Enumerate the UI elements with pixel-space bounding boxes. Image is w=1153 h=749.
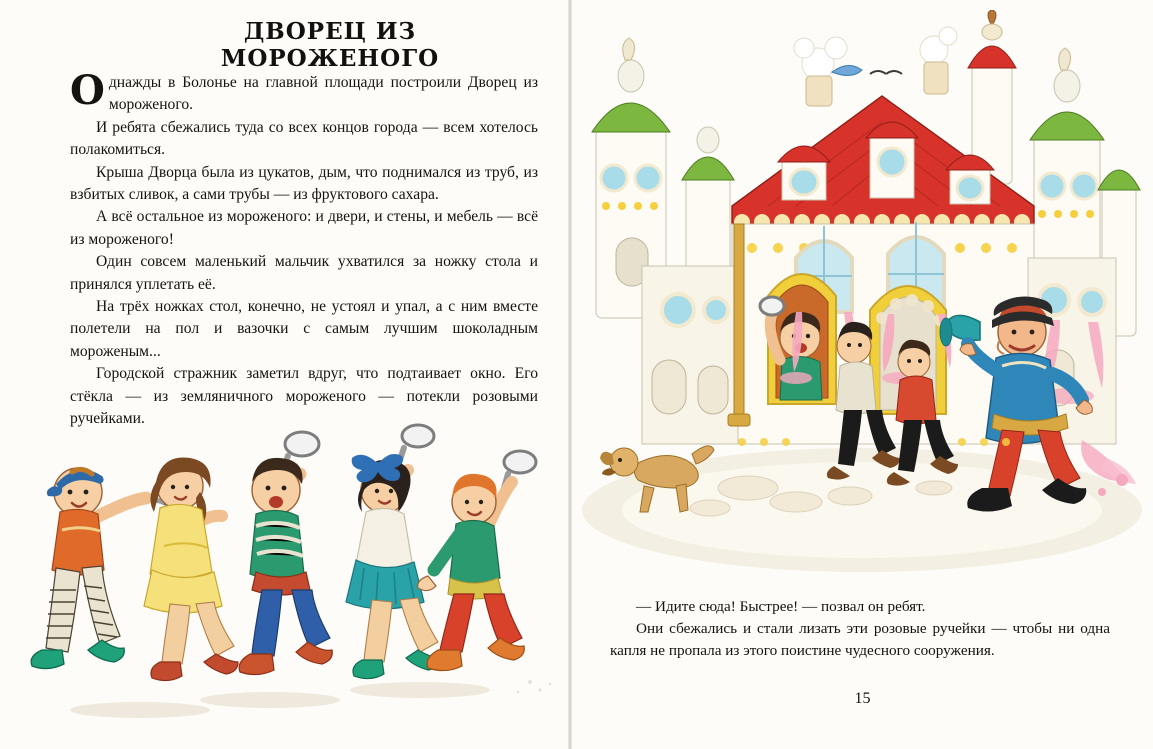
paragraph-7: Городской стражник заметил вдруг, что подтаивает окно. Его стёкла — из земляничного мороженого — потекли розовыми ручейками. bbox=[70, 365, 538, 428]
paragraph-4: А всё остальное из мороженого: и двери, и стены, и мебель — всё из мороженого! bbox=[70, 208, 538, 248]
running-children-illustration bbox=[20, 400, 568, 740]
child-3 bbox=[239, 432, 332, 675]
paragraph-2: И ребята сбежались туда со всех концов города — всем хотелось полакомиться. bbox=[70, 118, 538, 159]
paragraph-1 bbox=[70, 67, 538, 117]
right-page bbox=[572, 0, 1153, 749]
paragraph-5: Один совсем маленький мальчик ухватился за ножку стола и принялся уплетать её. bbox=[70, 253, 538, 293]
paragraph-6: На трёх ножках стол, конечно, не устоял и упал, а с ним вместе полетели на пол и вазочки с самым лучшим шоколадным мороженым... bbox=[70, 298, 538, 360]
page-number: 15 bbox=[854, 690, 871, 707]
caption-line-1: — Идите сюда! Быстрее! — позвал он ребят. bbox=[636, 598, 926, 615]
paragraph-3: Крыша Дворца была из цукатов, дым, что поднимался из труб, из взбитых сливок, а сами трубы — из фруктового сахара. bbox=[70, 163, 538, 204]
caption-line-2: Они сбежались и стали лизать эти розовые ручейки — чтобы ни одна капля не пропала из этого поистине чудесного сооружения. bbox=[610, 620, 1110, 659]
paragraph-1-text: днажды в Болонье на главной площади построили Дворец из мороженого. bbox=[108, 74, 538, 114]
page-caption bbox=[610, 596, 1110, 662]
children-svg bbox=[20, 400, 568, 740]
palace-svg bbox=[582, 10, 1142, 580]
child-2 bbox=[144, 458, 238, 681]
story-title: ДВОРЕЦ ИЗ МОРОЖЕНОГО bbox=[220, 18, 440, 72]
drop-cap: О bbox=[70, 67, 105, 114]
child-4 bbox=[346, 425, 440, 679]
left-page bbox=[0, 0, 568, 749]
story-body bbox=[70, 67, 538, 431]
ice-cream-palace-illustration bbox=[582, 10, 1142, 580]
